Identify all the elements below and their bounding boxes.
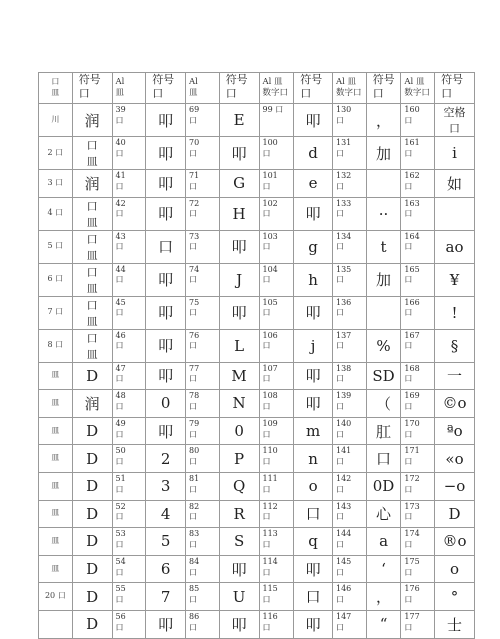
code-cell: 168 口 — [401, 362, 435, 390]
symbol-cell: 6 — [146, 555, 186, 583]
code-cell: 56 口 — [112, 610, 146, 638]
index-cell: 皿 — [39, 362, 73, 390]
index-cell: 皿 — [39, 445, 73, 473]
symbol-cell: 空格 口 — [435, 104, 475, 137]
table-row — [39, 170, 475, 198]
code-cell: 53 口 — [112, 528, 146, 556]
header-cell: 符号 口 — [366, 73, 401, 104]
symbol-cell: −o — [435, 472, 475, 500]
index-cell: 皿 — [39, 555, 73, 583]
symbol-cell: D — [72, 362, 112, 390]
symbol-cell: J — [219, 263, 259, 296]
symbol-cell: h — [294, 263, 333, 296]
symbol-cell: H — [219, 197, 259, 230]
index-cell: 皿 — [39, 472, 73, 500]
symbol-cell: 叩 — [294, 390, 333, 418]
code-cell: 75 口 — [186, 296, 220, 329]
symbol-cell: % — [366, 329, 401, 362]
code-cell: 170 口 — [401, 417, 435, 445]
symbol-cell: （ — [366, 390, 401, 418]
code-cell: 160 口 — [401, 104, 435, 137]
code-cell: 80 口 — [186, 445, 220, 473]
symbol-cell: 叩 — [294, 197, 333, 230]
index-cell: 7 口 — [39, 296, 73, 329]
code-cell: 103 口 — [259, 230, 294, 263]
index-cell: 3 口 — [39, 170, 73, 198]
code-cell: 44 口 — [112, 263, 146, 296]
symbol-cell — [366, 296, 401, 329]
symbol-cell: G — [219, 170, 259, 198]
code-cell: 169 口 — [401, 390, 435, 418]
code-cell: 162 口 — [401, 170, 435, 198]
code-cell: 172 口 — [401, 472, 435, 500]
code-cell: 107 口 — [259, 362, 294, 390]
symbol-cell: ‘ — [366, 555, 401, 583]
table-row — [39, 104, 475, 137]
code-cell: 47 口 — [112, 362, 146, 390]
code-cell: 74 口 — [186, 263, 220, 296]
symbol-cell: ©o — [435, 390, 475, 418]
code-cell: 82 口 — [186, 500, 220, 528]
table-row — [39, 362, 475, 390]
code-cell: 130 口 — [333, 104, 367, 137]
code-cell: 135 口 — [333, 263, 367, 296]
code-cell: 134 口 — [333, 230, 367, 263]
code-cell: 116 口 — [259, 610, 294, 638]
table-row — [39, 610, 475, 638]
ascii-code-table — [38, 72, 475, 639]
symbol-cell: ， — [366, 104, 401, 137]
symbol-cell: a — [366, 528, 401, 556]
symbol-cell: 口 皿 — [72, 263, 112, 296]
symbol-cell: j — [294, 329, 333, 362]
symbol-cell: 叩 — [219, 555, 259, 583]
symbol-cell: D — [72, 500, 112, 528]
code-cell: 39 口 — [112, 104, 146, 137]
table-row — [39, 583, 475, 611]
header-cell: 口 皿 — [39, 73, 73, 104]
code-cell: 139 口 — [333, 390, 367, 418]
symbol-cell: 叩 — [146, 417, 186, 445]
symbol-cell: ° — [435, 583, 475, 611]
code-cell: 142 口 — [333, 472, 367, 500]
symbol-cell: 0 — [146, 390, 186, 418]
code-cell: 171 口 — [401, 445, 435, 473]
header-cell: Al 皿 数字口 — [259, 73, 294, 104]
symbol-cell: 口 — [366, 445, 401, 473]
code-cell: 72 口 — [186, 197, 220, 230]
header-cell: 符号 口 — [219, 73, 259, 104]
code-cell: 163 口 — [401, 197, 435, 230]
symbol-cell — [366, 170, 401, 198]
symbol-cell: 润 — [72, 104, 112, 137]
code-cell: 84 口 — [186, 555, 220, 583]
symbol-cell: 加 — [366, 137, 401, 170]
code-cell: 176 口 — [401, 583, 435, 611]
symbol-cell: 叩 — [294, 555, 333, 583]
code-cell: 69 口 — [186, 104, 220, 137]
code-cell: 52 口 — [112, 500, 146, 528]
symbol-cell: 润 — [72, 390, 112, 418]
code-cell: 50 口 — [112, 445, 146, 473]
symbol-cell: 口 皿 — [72, 137, 112, 170]
symbol-cell: 5 — [146, 528, 186, 556]
code-cell: 102 口 — [259, 197, 294, 230]
symbol-cell: 口 — [294, 583, 333, 611]
symbol-cell: 叩 — [146, 296, 186, 329]
symbol-cell: D — [72, 555, 112, 583]
symbol-cell: 口 — [146, 230, 186, 263]
symbol-cell: e — [294, 170, 333, 198]
code-cell: 147 口 — [333, 610, 367, 638]
header-cell: 符号 口 — [435, 73, 475, 104]
symbol-cell: 3 — [146, 472, 186, 500]
table-row — [39, 472, 475, 500]
index-cell: 4 口 — [39, 197, 73, 230]
table-row — [39, 296, 475, 329]
symbol-cell: g — [294, 230, 333, 263]
code-cell: 138 口 — [333, 362, 367, 390]
table-row — [39, 445, 475, 473]
code-cell: 55 口 — [112, 583, 146, 611]
code-cell: 51 口 — [112, 472, 146, 500]
symbol-cell: 7 — [146, 583, 186, 611]
symbol-cell: 叩 — [294, 362, 333, 390]
symbol-cell: U — [219, 583, 259, 611]
symbol-cell: D — [72, 417, 112, 445]
symbol-cell: D — [435, 500, 475, 528]
code-cell: 109 口 — [259, 417, 294, 445]
symbol-cell: 口 皿 — [72, 197, 112, 230]
symbol-cell: 叩 — [146, 362, 186, 390]
symbol-cell: 0 — [219, 417, 259, 445]
code-cell: 177 口 — [401, 610, 435, 638]
symbol-cell: 士 — [435, 610, 475, 638]
symbol-cell: Q — [219, 472, 259, 500]
symbol-cell: 叩 — [219, 230, 259, 263]
symbol-cell: 叩 — [146, 137, 186, 170]
code-cell: 166 口 — [401, 296, 435, 329]
symbol-cell: 心 — [366, 500, 401, 528]
symbol-cell: 加 — [366, 263, 401, 296]
table-row — [39, 329, 475, 362]
table-row — [39, 500, 475, 528]
code-cell: 133 口 — [333, 197, 367, 230]
symbol-cell: ao — [435, 230, 475, 263]
symbol-cell: o — [294, 472, 333, 500]
code-cell: 140 口 — [333, 417, 367, 445]
code-cell: 105 口 — [259, 296, 294, 329]
code-cell: 167 口 — [401, 329, 435, 362]
code-cell: 115 口 — [259, 583, 294, 611]
code-cell: 110 口 — [259, 445, 294, 473]
symbol-cell: 润 — [72, 170, 112, 198]
code-cell: 101 口 — [259, 170, 294, 198]
symbol-cell: E — [219, 104, 259, 137]
symbol-cell: o — [435, 555, 475, 583]
code-cell: 175 口 — [401, 555, 435, 583]
symbol-cell: 叩 — [219, 137, 259, 170]
index-cell: 皿 — [39, 500, 73, 528]
symbol-cell: 叩 — [146, 610, 186, 638]
code-cell: 42 口 — [112, 197, 146, 230]
table-row — [39, 230, 475, 263]
code-cell: 161 口 — [401, 137, 435, 170]
symbol-cell: 叩 — [294, 104, 333, 137]
code-cell: 141 口 — [333, 445, 367, 473]
code-cell: 114 口 — [259, 555, 294, 583]
symbol-cell: ªo — [435, 417, 475, 445]
symbol-cell: 如 — [435, 170, 475, 198]
symbol-cell: 口 — [294, 500, 333, 528]
code-cell: 136 口 — [333, 296, 367, 329]
index-cell: 6 口 — [39, 263, 73, 296]
symbol-cell: 叩 — [146, 197, 186, 230]
header-cell: 符号 口 — [146, 73, 186, 104]
symbol-cell — [435, 197, 475, 230]
code-cell: 81 口 — [186, 472, 220, 500]
code-cell: 70 口 — [186, 137, 220, 170]
symbol-cell: P — [219, 445, 259, 473]
index-cell: 8 口 — [39, 329, 73, 362]
code-cell: 41 口 — [112, 170, 146, 198]
table-row — [39, 390, 475, 418]
symbol-cell: t — [366, 230, 401, 263]
code-cell: 145 口 — [333, 555, 367, 583]
code-cell: 45 口 — [112, 296, 146, 329]
code-cell: 104 口 — [259, 263, 294, 296]
code-cell: 106 口 — [259, 329, 294, 362]
header-cell: 符号 口 — [294, 73, 333, 104]
symbol-cell: ¥ — [435, 263, 475, 296]
code-cell: 83 口 — [186, 528, 220, 556]
symbol-cell: 叩 — [146, 170, 186, 198]
symbol-cell: D — [72, 583, 112, 611]
code-cell: 79 口 — [186, 417, 220, 445]
index-cell: 川 — [39, 104, 73, 137]
code-cell: 48 口 — [112, 390, 146, 418]
symbol-cell: 口 皿 — [72, 296, 112, 329]
index-cell: 皿 — [39, 390, 73, 418]
symbol-cell: ·· — [366, 197, 401, 230]
code-cell: 78 口 — [186, 390, 220, 418]
symbol-cell: 叩 — [146, 104, 186, 137]
symbol-cell: m — [294, 417, 333, 445]
code-cell: 99 口 — [259, 104, 294, 137]
symbol-cell: D — [72, 528, 112, 556]
code-cell: 132 口 — [333, 170, 367, 198]
code-cell: 100 口 — [259, 137, 294, 170]
code-cell: 71 口 — [186, 170, 220, 198]
symbol-cell: L — [219, 329, 259, 362]
code-cell: 144 口 — [333, 528, 367, 556]
table-header-row — [39, 73, 475, 104]
symbol-cell: 叩 — [146, 329, 186, 362]
symbol-cell: n — [294, 445, 333, 473]
index-cell: 皿 — [39, 417, 73, 445]
symbol-cell: ， — [366, 583, 401, 611]
code-cell: 54 口 — [112, 555, 146, 583]
symbol-cell: «o — [435, 445, 475, 473]
index-cell: 20 口 — [39, 583, 73, 611]
symbol-cell: 口 皿 — [72, 329, 112, 362]
code-cell: 174 口 — [401, 528, 435, 556]
symbol-cell: i — [435, 137, 475, 170]
code-cell: 86 口 — [186, 610, 220, 638]
table-row — [39, 137, 475, 170]
symbol-cell: N — [219, 390, 259, 418]
code-cell: 43 口 — [112, 230, 146, 263]
symbol-cell: R — [219, 500, 259, 528]
symbol-cell: 一 — [435, 362, 475, 390]
symbol-cell: ®o — [435, 528, 475, 556]
code-cell: 85 口 — [186, 583, 220, 611]
header-cell: Al 皿 — [186, 73, 220, 104]
code-cell: 113 口 — [259, 528, 294, 556]
symbol-cell: 肛 — [366, 417, 401, 445]
symbol-cell: “ — [366, 610, 401, 638]
table-row — [39, 528, 475, 556]
code-cell: 112 口 — [259, 500, 294, 528]
code-cell: 165 口 — [401, 263, 435, 296]
index-cell — [39, 610, 73, 638]
table-row — [39, 417, 475, 445]
index-cell: 皿 — [39, 528, 73, 556]
header-cell: Al 皿 — [112, 73, 146, 104]
code-cell: 131 口 — [333, 137, 367, 170]
index-cell: 5 口 — [39, 230, 73, 263]
code-cell: 146 口 — [333, 583, 367, 611]
header-cell: 符号 口 — [72, 73, 112, 104]
code-cell: 40 口 — [112, 137, 146, 170]
symbol-cell: 叩 — [219, 296, 259, 329]
code-cell: 108 口 — [259, 390, 294, 418]
code-cell: 76 口 — [186, 329, 220, 362]
header-cell: Al 皿 数字口 — [401, 73, 435, 104]
symbol-cell: § — [435, 329, 475, 362]
symbol-cell: D — [72, 472, 112, 500]
code-cell: 73 口 — [186, 230, 220, 263]
code-cell: 173 口 — [401, 500, 435, 528]
symbol-cell: 口 皿 — [72, 230, 112, 263]
symbol-cell: 2 — [146, 445, 186, 473]
symbol-cell: D — [72, 445, 112, 473]
symbol-cell: 0D — [366, 472, 401, 500]
symbol-cell: q — [294, 528, 333, 556]
code-cell: 46 口 — [112, 329, 146, 362]
table-row — [39, 555, 475, 583]
code-cell: 143 口 — [333, 500, 367, 528]
symbol-cell: 叩 — [294, 610, 333, 638]
symbol-cell: 叩 — [219, 610, 259, 638]
symbol-cell: S — [219, 528, 259, 556]
symbol-cell: ! — [435, 296, 475, 329]
table-row — [39, 263, 475, 296]
code-cell: 111 口 — [259, 472, 294, 500]
code-cell: 49 口 — [112, 417, 146, 445]
symbol-cell: SD — [366, 362, 401, 390]
code-cell: 77 口 — [186, 362, 220, 390]
symbol-cell: M — [219, 362, 259, 390]
symbol-cell: D — [72, 610, 112, 638]
code-cell: 137 口 — [333, 329, 367, 362]
table-row — [39, 197, 475, 230]
symbol-cell: d — [294, 137, 333, 170]
code-cell: 164 口 — [401, 230, 435, 263]
symbol-cell: 4 — [146, 500, 186, 528]
symbol-cell: 叩 — [294, 296, 333, 329]
index-cell: 2 口 — [39, 137, 73, 170]
symbol-cell: 叩 — [146, 263, 186, 296]
header-cell: Al 皿 数字口 — [333, 73, 367, 104]
